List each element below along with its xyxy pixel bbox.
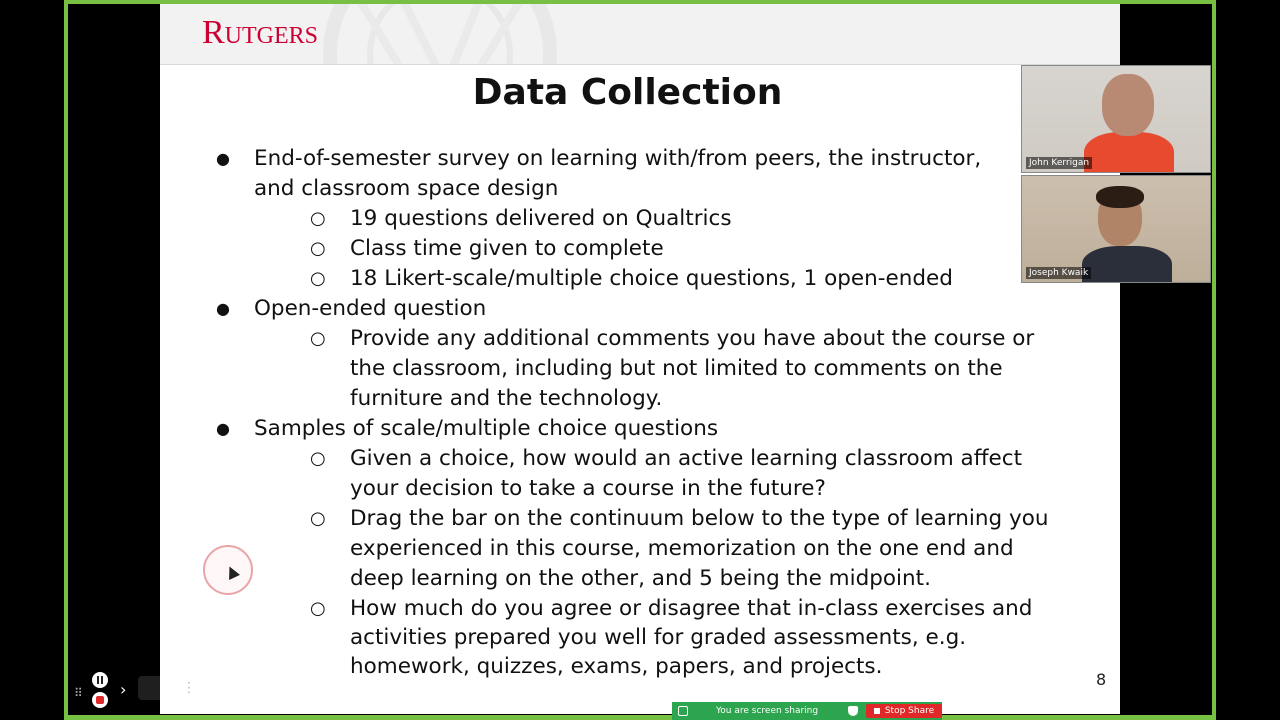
subbullet-class-time: ○ Class time given to complete <box>310 236 664 261</box>
video-tile-joseph[interactable] <box>1021 175 1211 283</box>
bullet-text: Open-ended question <box>254 296 487 321</box>
subbullet-active-learning: ○ Given a choice, how would an active learning classroom affect your decision to take a course in the future? <box>310 446 1023 501</box>
chevron-right-icon[interactable]: › <box>120 680 127 699</box>
stop-recording-button[interactable] <box>92 692 108 708</box>
seal-watermark <box>290 4 590 65</box>
participant-hair <box>1096 186 1144 208</box>
stop-share-button[interactable] <box>866 704 942 718</box>
presentation-slide <box>160 4 1120 714</box>
share-status-text: You are screen sharing <box>716 706 819 716</box>
participant-head <box>1102 74 1154 136</box>
bullet-text: Samples of scale/multiple choice questions <box>254 416 719 441</box>
recording-controls <box>72 668 196 712</box>
video-tile-john[interactable] <box>1021 65 1211 173</box>
subbullet-questions-count: ○ 19 questions delivered on Qualtrics <box>310 206 732 231</box>
slide-title: Data Collection <box>472 72 783 113</box>
participant-name: Joseph Kwaik <box>1026 267 1091 279</box>
slide-bullets <box>160 144 1120 681</box>
bullet-text: How much do you agree or disagree that in-class exercises and activities prepared you well for graded assessments, e.g. homework, quizzes, exams, papers, and projects. <box>350 596 1033 679</box>
bullet-open-ended: ● Open-ended question <box>216 296 487 321</box>
subbullet-continuum: ○ Drag the bar on the continuum below to the type of learning you experienced in this course, memorization on the one end and deep learning on the other, and 5 being the midpoint. <box>310 506 1049 591</box>
participant-figure <box>1084 132 1174 173</box>
participant-name: John Kerrigan <box>1026 157 1092 169</box>
slide-banner <box>160 4 1120 65</box>
bullet-text: Provide any additional comments you have about the course or the classroom, including but not limited to comments on the furniture and the technology. <box>350 326 1035 411</box>
shield-icon <box>848 706 858 716</box>
bullet-survey: ● End-of-semester survey on learning with/from peers, the instructor, and classroom space design <box>216 146 982 201</box>
page-number: 8 <box>1096 670 1107 689</box>
bullet-text: 18 Likert-scale/multiple choice questions, 1 open-ended <box>350 266 953 291</box>
subbullet-likert: ○ 18 Likert-scale/multiple choice questions, 1 open-ended <box>310 266 953 291</box>
rutgers-logo: Rutgers <box>202 14 319 51</box>
stop-icon <box>874 708 880 714</box>
bullet-text: End-of-semester survey on learning with/from peers, the instructor, and classroom space design <box>254 146 982 201</box>
bullet-text: 19 questions delivered on Qualtrics <box>350 206 732 231</box>
bullet-text: Class time given to complete <box>350 236 664 261</box>
stop-share-label: Stop Share <box>884 706 935 716</box>
drag-handle-icon[interactable]: ⠿ <box>74 686 83 700</box>
participant-figure <box>1082 246 1172 283</box>
bullet-text: Drag the bar on the continuum below to the type of learning you experienced in this course, memorization on the one end and deep learning on the other, and 5 being the midpoint. <box>350 506 1049 591</box>
pause-recording-button[interactable] <box>92 672 108 688</box>
screen-share-bar <box>672 702 942 720</box>
bullet-samples: ● Samples of scale/multiple choice questions <box>216 416 719 441</box>
bullet-text: Given a choice, how would an active learning classroom affect your decision to take a course in the future? <box>350 446 1023 501</box>
subbullet-additional-comments: ○ Provide any additional comments you have about the course or the classroom, including but not limited to comments on the furniture and the technology. <box>310 326 1035 411</box>
share-screen-icon <box>678 706 688 716</box>
subbullet-exercises: ○ How much do you agree or disagree that in-class exercises and activities prepared you well for graded assessments, e.g. homework, quizzes, exams, papers, and projects. <box>310 596 1033 679</box>
more-options-icon[interactable]: ⋮ <box>182 680 196 696</box>
